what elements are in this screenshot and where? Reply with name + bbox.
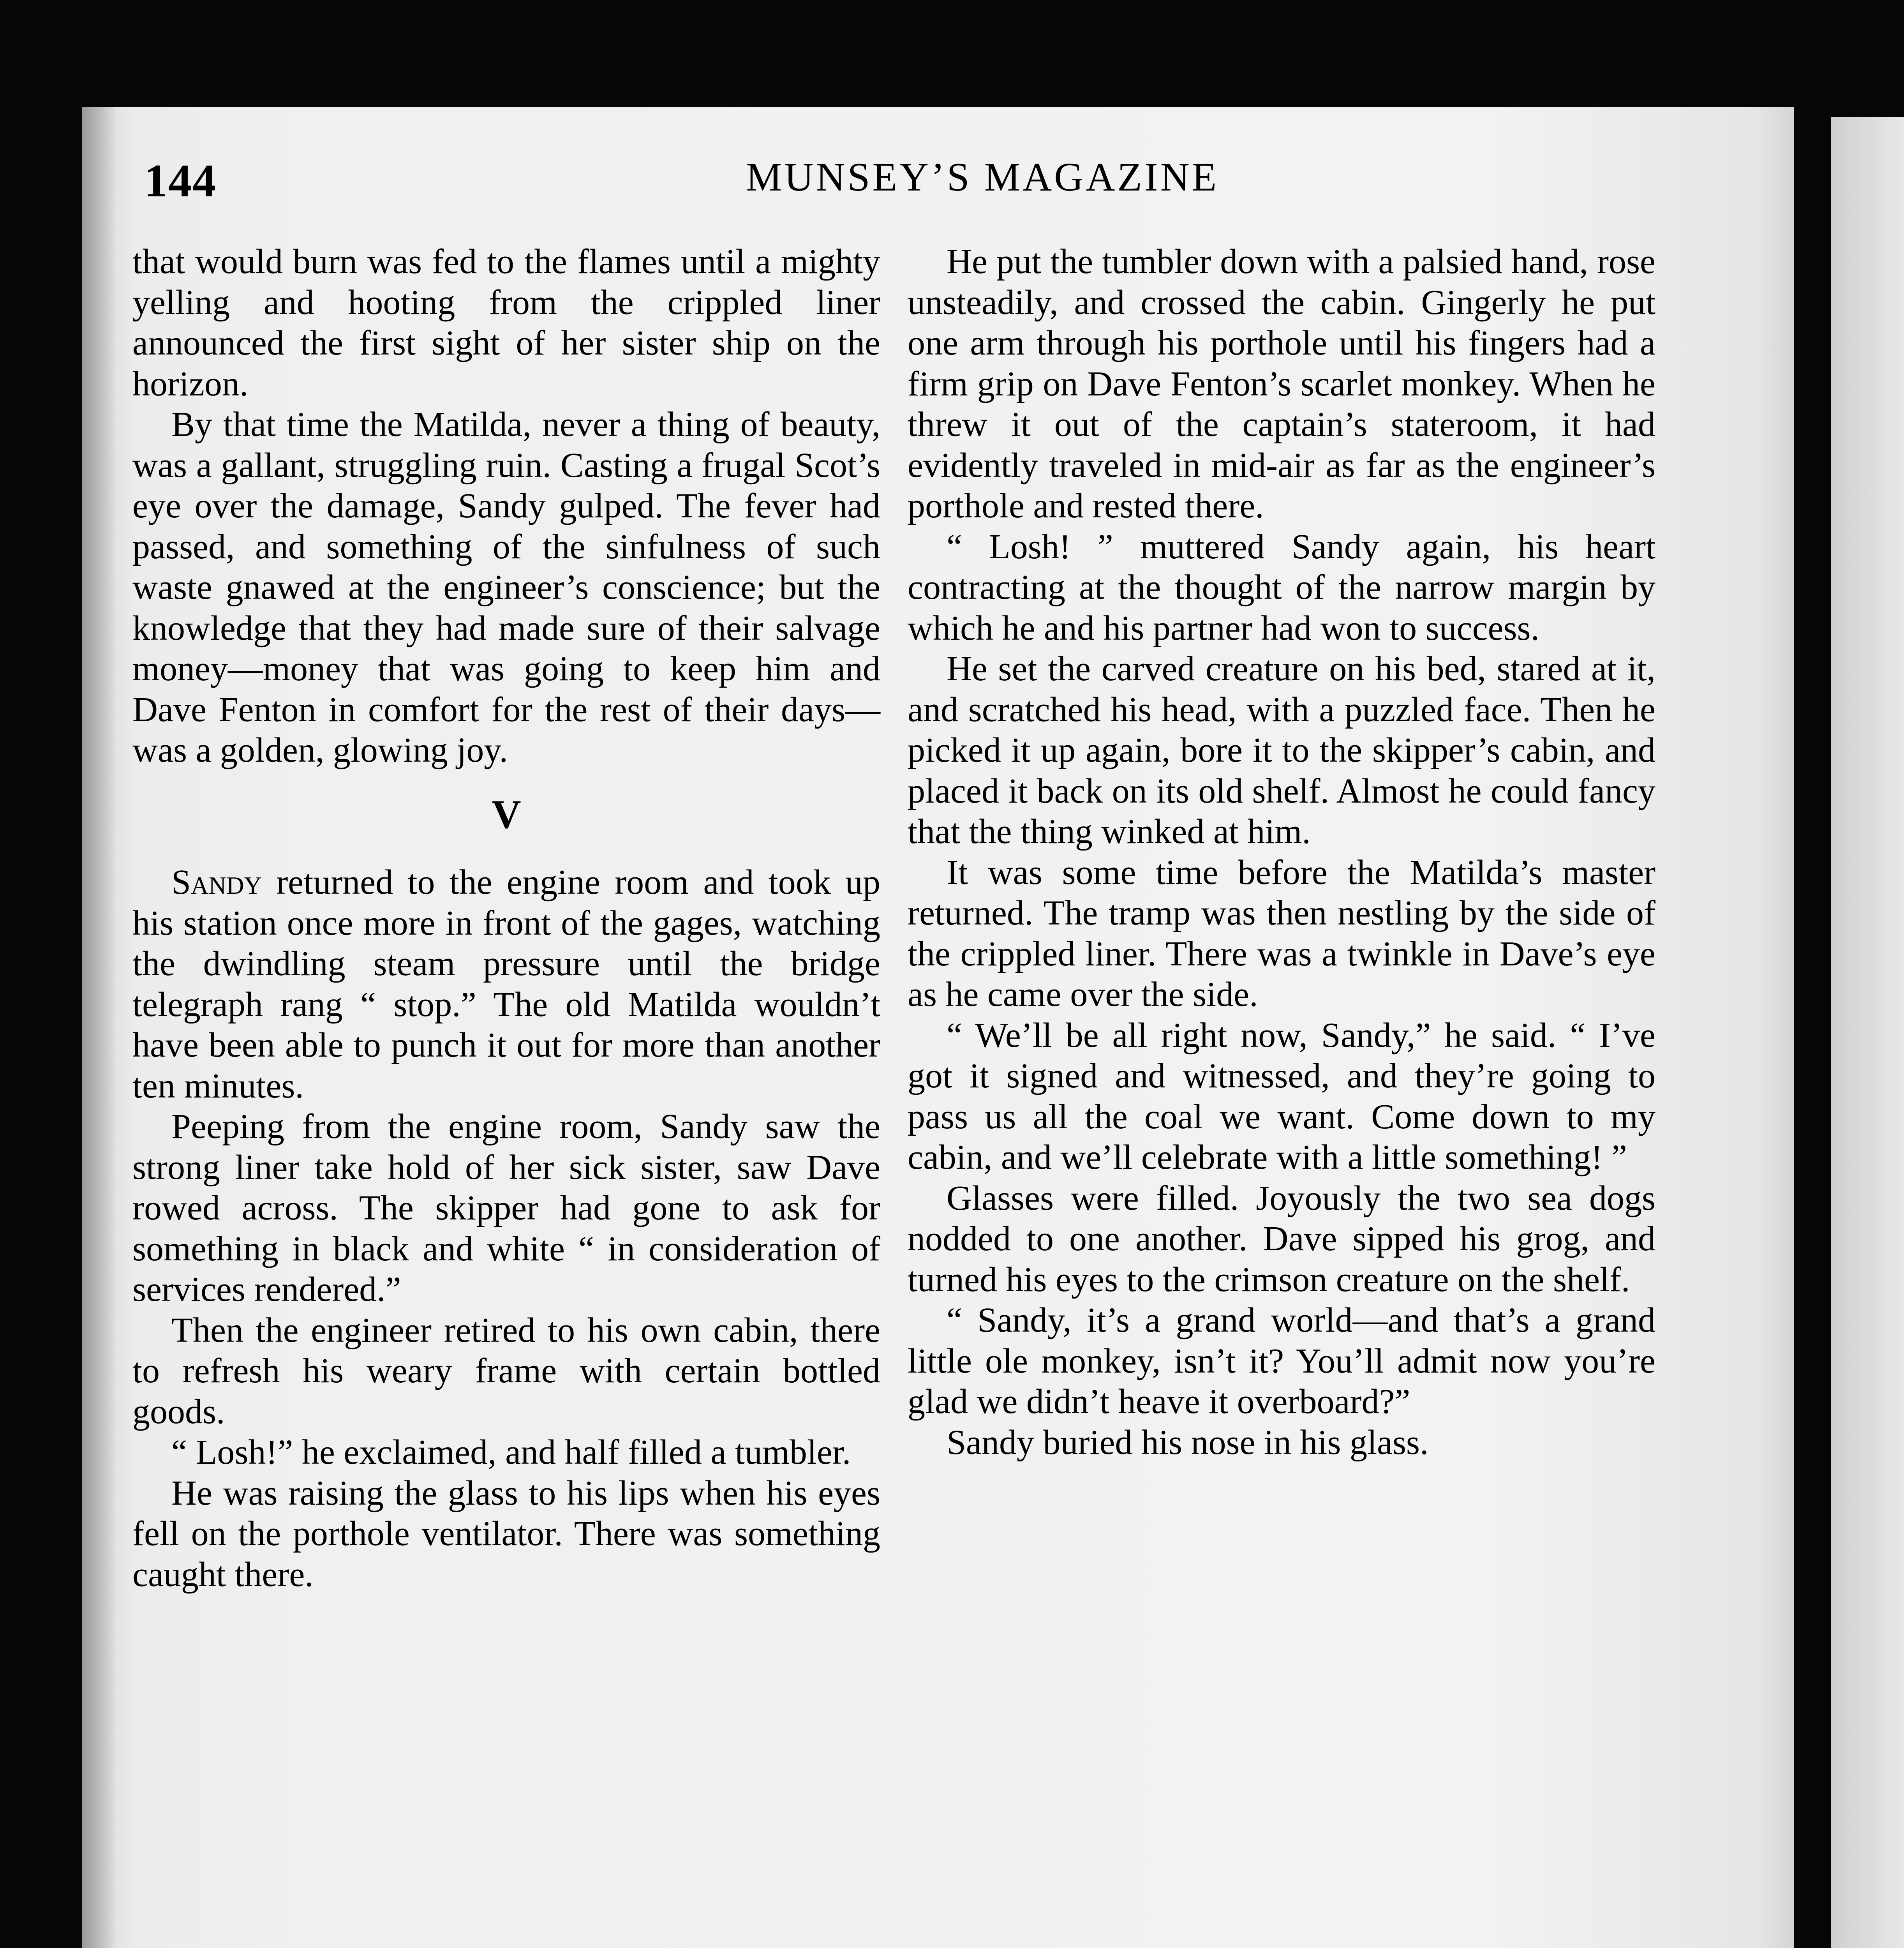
paragraph: “ Losh!” he exclaimed, and half filled a tumbler. xyxy=(171,1433,851,1472)
paragraph: He was raising the glass to his lips when his eyes fell on the porthole ventilator. There was something caught there. xyxy=(132,1473,880,1594)
paragraph: Sandy buried his nose in his glass. xyxy=(947,1423,1429,1462)
paragraph: He put the tumbler down with a palsied hand, rose unsteadily, and crossed the cabin. Gingerly he put one arm through his porthole until his fingers had a firm grip on Dave Fenton’s scarlet monkey. When he threw it out of the captain’s stateroom, it had evidently traveled in mid-air as far as the engineer’s porthole and rested there. xyxy=(908,242,1655,525)
paragraph: He set the carved creature on his bed, stared at it, and scratched his head, with a puzzled face. Then he picked it up again, bore it to the skipper’s cabin, and placed it back on its old shelf. Almost he could fancy that the thing winked at him. xyxy=(908,649,1655,851)
page-header xyxy=(144,154,1683,208)
page-number: 144 xyxy=(144,155,217,206)
paragraph: It was some time before the Matilda’s master returned. The tramp was then nestling by the side of the crippled liner. There was a twinkle in Dave’s eye as he came over the side. xyxy=(908,853,1655,1014)
paragraph: By that time the Matilda, never a thing of beauty, was a gallant, struggling ruin. Casting a frugal Scot’s eye over the damage, Sandy gulped. The fever had passed, and something of the sinfulness of such waste gnawed at the engineer’s conscience; but the knowledge that they had made sure of their salvage money—money that was going to keep him and Dave Fenton in comfort for the rest of their days—was a golden, glowing joy. xyxy=(132,405,880,769)
lead-word: Sandy xyxy=(171,863,262,902)
paragraph: Glasses were filled. Joyously the two sea dogs nodded to one another. Dave sipped his grog, and turned his eyes to the crimson creature on the shelf. xyxy=(908,1179,1655,1299)
paragraph-text: returned to the engine room and took up his station once more in front of the gages, watching the dwindling steam pressure until the bridge telegraph rang “ stop.” The old Matilda wouldn’t have been able to punch it out for more than another ten minutes. xyxy=(132,863,880,1105)
paragraph xyxy=(132,862,880,1106)
binding-shadow xyxy=(82,107,117,1948)
paragraph: “ Sandy, it’s a grand world—and that’s a grand little ole monkey, isn’t it? You’ll admit now you’re glad we didn’t heave it overboard?” xyxy=(908,1301,1655,1421)
paragraph: that would burn was fed to the flames until a mighty yelling and hooting from the crippled liner announced the first sight of her sister ship on the horizon. xyxy=(132,242,880,403)
adjacent-page-edge xyxy=(1831,117,1904,1948)
right-column xyxy=(908,242,1655,1463)
paragraph: Peeping from the engine room, Sandy saw the strong liner take hold of her sick sister, saw Dave rowed across. The skipper had gone to ask for something in black and white “ in consideration of services rendered.” xyxy=(132,1107,880,1309)
running-head: MUNSEY’S MAGAZINE xyxy=(746,155,1219,199)
left-column xyxy=(132,242,880,1595)
paragraph: “ Losh! ” muttered Sandy again, his heart contracting at the thought of the narrow margin by which he and his partner had won to success. xyxy=(908,527,1655,648)
paragraph: Then the engineer retired to his own cabin, there to refresh his weary frame with certain bottled goods. xyxy=(132,1311,880,1431)
section-heading: V xyxy=(492,792,521,837)
paragraph: “ We’ll be all right now, Sandy,” he said. “ I’ve got it signed and witnessed, and they’re going to pass us all the coal we want. Come down to my cabin, and we’ll celebrate with a little something! ” xyxy=(908,1016,1655,1177)
